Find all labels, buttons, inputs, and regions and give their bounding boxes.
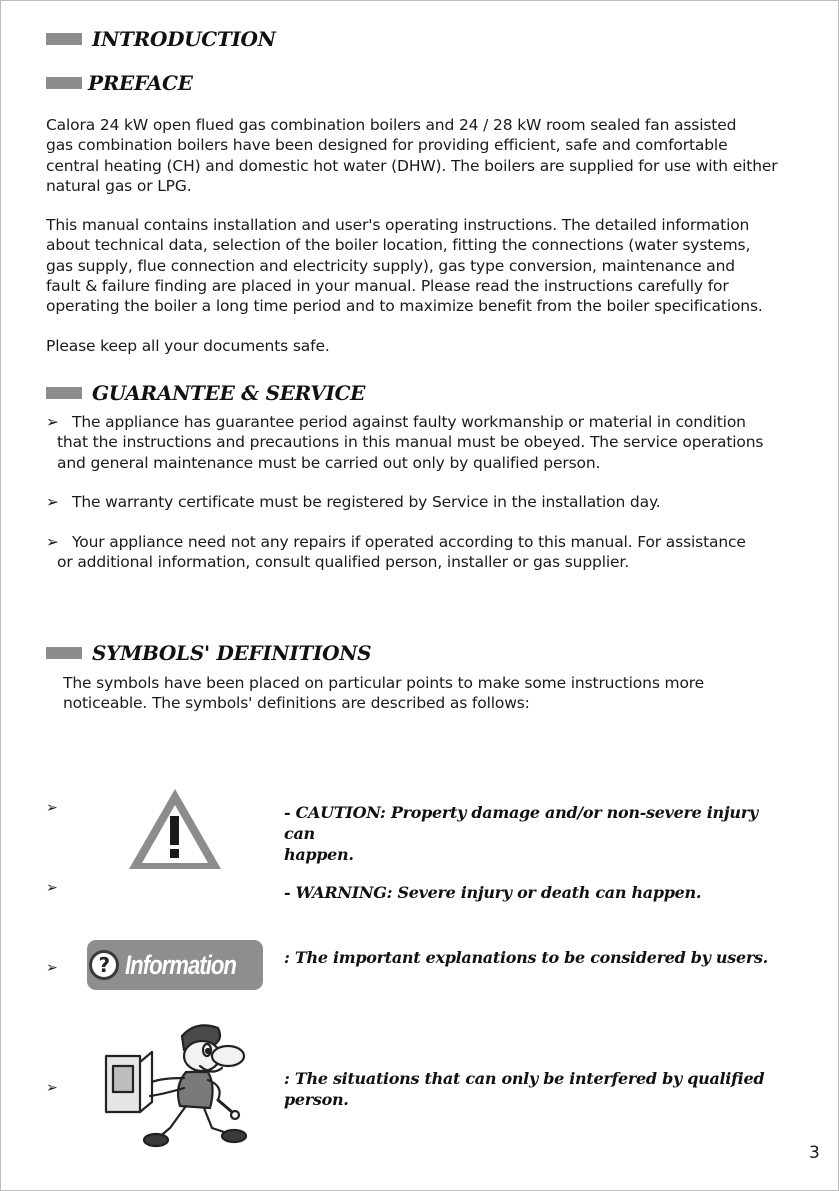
pupil-shape: [206, 1049, 210, 1053]
exclamation-bar: [170, 816, 179, 845]
heading-bar: [46, 647, 82, 659]
text-line: natural gas or LPG.: [46, 176, 192, 195]
preface-heading: [46, 71, 193, 95]
bullet-arrow-icon: ➢: [46, 493, 59, 511]
text-line: person.: [284, 1090, 349, 1109]
information-badge-icon: [87, 940, 263, 990]
text-line: The symbols have been placed on particular points to make some instructions more: [63, 674, 705, 692]
shoe-shape: [144, 1134, 168, 1146]
bullet-arrow-icon: ➢: [46, 413, 59, 431]
text-line: gas combination boilers have been designed for providing efficient, safe and comfortable: [46, 136, 728, 155]
heading-bar: [46, 387, 82, 399]
nose-shape: [212, 1046, 244, 1066]
exclamation-dot: [170, 849, 179, 858]
leg-shape: [158, 1106, 186, 1138]
text-line: Calora 24 kW open flued gas combination boilers and 24 / 28 kW room sealed fan assisted: [46, 116, 737, 134]
guarantee-item-1: [46, 412, 826, 473]
preface-paragraph-3: Please keep all your documents safe.: [46, 337, 330, 355]
text-line: fault & failure finding are placed in your manual. Please read the instructions carefully for: [46, 276, 729, 295]
leg-shape: [204, 1108, 230, 1134]
text-line: or additional information, consult qualified person, installer or gas supplier.: [57, 553, 629, 572]
guarantee-item-3: [46, 532, 826, 573]
text-line: Your appliance need not any repairs if operated according to this manual. For assistance: [72, 533, 746, 551]
text-line: : The situations that can only be interfered by qualified: [284, 1069, 765, 1088]
text-line: and general maintenance must be carried out only by qualified person.: [57, 453, 601, 472]
symbols-title: SYMBOLS' DEFINITIONS: [92, 641, 372, 665]
text-line: operating the boiler a long time period and to maximize benefit from the boiler specifications.: [46, 297, 763, 316]
bullet-arrow-icon: ➢: [46, 1080, 58, 1096]
page-number: 3: [809, 1143, 820, 1163]
text-line: The appliance has guarantee period against faulty workmanship or material in condition: [72, 413, 746, 431]
heading-bar: [46, 33, 82, 45]
preface-paragraph-1: [46, 115, 826, 196]
text-line: - CAUTION: Property damage and/or non-severe injury can: [284, 803, 758, 843]
text-line: that the instructions and precautions in this manual must be obeyed. The service operations: [57, 433, 764, 452]
information-definition: [284, 947, 784, 968]
bullet-arrow-icon: ➢: [46, 880, 58, 896]
introduction-heading: [46, 27, 276, 51]
wrench-head: [231, 1111, 239, 1119]
caution-definition: [284, 802, 784, 865]
symbols-heading: [46, 641, 371, 665]
text-line: happen.: [284, 845, 354, 864]
guarantee-heading: [46, 381, 365, 405]
guarantee-item-2: [46, 492, 826, 512]
preface-title: PREFACE: [88, 71, 193, 95]
text-line: gas supply, flue connection and electricity supply), gas type conversion, maintenance and: [46, 256, 735, 275]
text-line: The warranty certificate must be registered by Service in the installation day.: [72, 493, 661, 511]
technician-definition: [284, 1068, 784, 1110]
bullet-arrow-icon: ➢: [46, 800, 58, 816]
text-line: central heating (CH) and domestic hot water (DHW). The boilers are supplied for use with either: [46, 156, 778, 175]
text-line: - WARNING: Severe injury or death can happen.: [284, 883, 702, 902]
introduction-title: INTRODUCTION: [92, 27, 276, 51]
boiler-panel: [113, 1066, 133, 1092]
bullet-arrow-icon: ➢: [46, 533, 59, 551]
symbols-intro: [63, 673, 823, 714]
text-line: about technical data, selection of the boiler location, fitting the connections (water systems,: [46, 236, 751, 255]
text-line: This manual contains installation and user's operating instructions. The detailed information: [46, 216, 750, 234]
preface-paragraph-2: [46, 215, 826, 316]
warning-definition: [284, 882, 784, 903]
question-mark-icon: ?: [89, 950, 119, 980]
text-line: : The important explanations to be considered by users.: [284, 948, 768, 967]
heading-bar: [46, 77, 82, 89]
information-badge-label: Information: [125, 949, 237, 980]
boiler-edge: [140, 1102, 152, 1112]
text-line: noticeable. The symbols' definitions are described as follows:: [63, 694, 530, 713]
guarantee-title: GUARANTEE & SERVICE: [92, 381, 366, 405]
shoe-shape: [222, 1130, 246, 1142]
boiler-edge: [140, 1052, 152, 1062]
technician-mascot-icon: [100, 1016, 250, 1150]
bullet-arrow-icon: ➢: [46, 960, 58, 976]
wrench-shape: [218, 1100, 232, 1112]
caution-triangle-icon: [126, 786, 224, 872]
